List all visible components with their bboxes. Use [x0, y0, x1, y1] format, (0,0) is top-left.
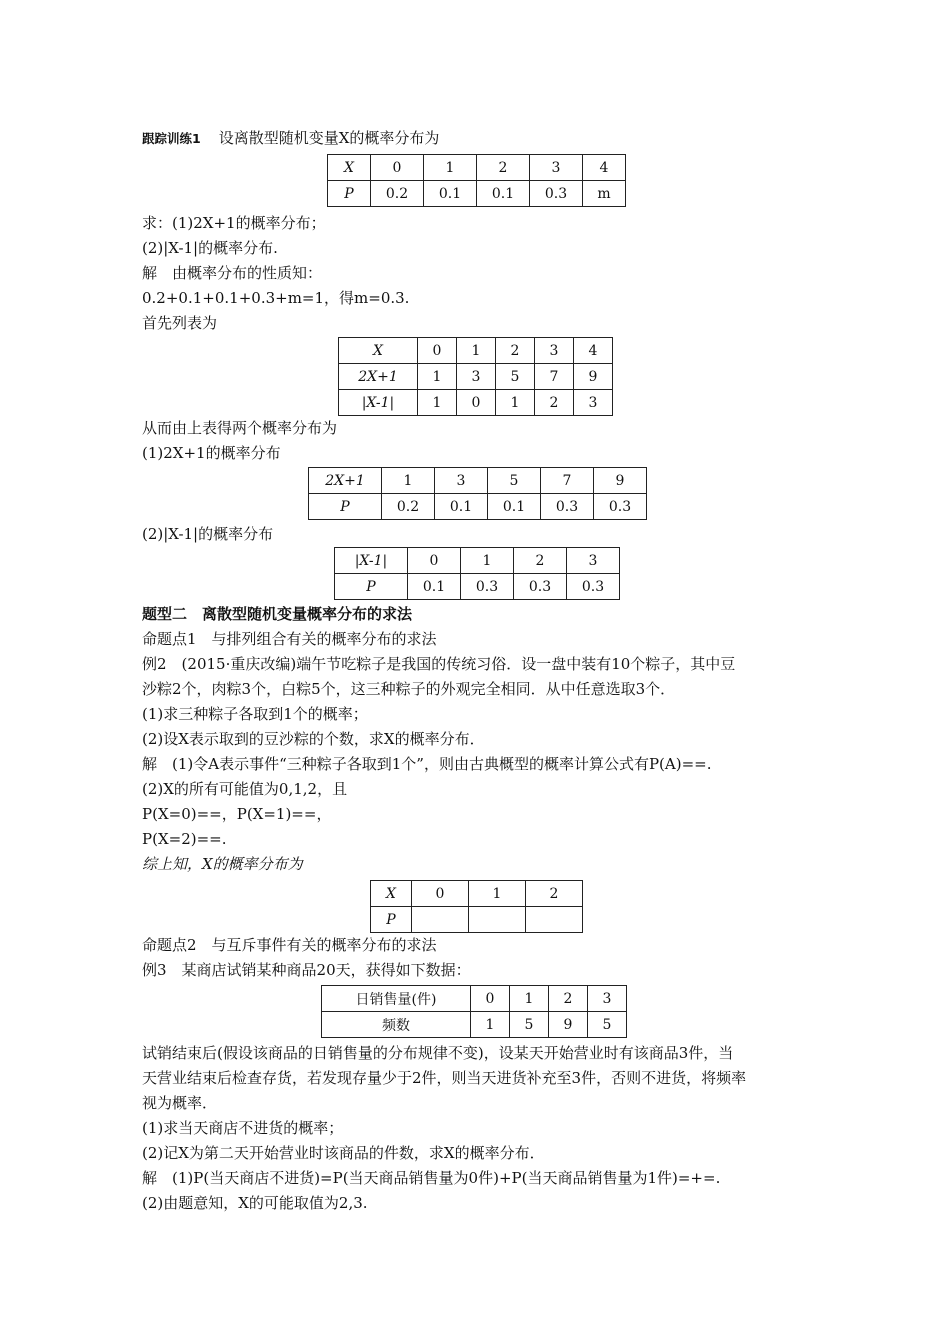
example3-line3: 天营业结束后检查存货，若发现存量少于2件，则当天进货补充至3件，否则不进货，将频率: [142, 1069, 747, 1087]
table-cell: 2: [526, 881, 583, 907]
example2-summary: 综上知，X的概率分布为: [142, 855, 303, 873]
example2-solution4: P(X=2)==.: [142, 830, 227, 848]
combined-value-table: [338, 337, 613, 416]
table-cell: 2: [549, 986, 588, 1012]
table-cell: 9: [549, 1012, 588, 1038]
table-row: [309, 468, 647, 494]
table-cell: [469, 907, 526, 933]
table-cell: X: [328, 155, 371, 181]
question-2: (2)|X-1|的概率分布.: [142, 239, 278, 257]
table-cell: 0.1: [488, 494, 541, 520]
solution-equation: 0.2+0.1+0.1+0.3+m=1，得m=0.3.: [142, 289, 410, 307]
table-cell: 1: [471, 1012, 510, 1038]
example3-question2: (2)记X为第二天开始营业时该商品的件数，求X的概率分布．: [142, 1144, 545, 1162]
table-row: [322, 986, 627, 1012]
example2-line1: 例2 (2015·重庆改编)端午节吃粽子是我国的传统习俗．设一盘中装有10个粽子，其中豆: [142, 655, 736, 673]
table-cell: 2: [535, 390, 574, 416]
table-cell: 1: [457, 338, 496, 364]
table-cell: 7: [541, 468, 594, 494]
table-cell: 0.1: [477, 181, 530, 207]
table-cell: 1: [424, 155, 477, 181]
example2-question1: (1)求三种粽子各取到1个的概率；: [142, 705, 368, 723]
part2-label: (2)|X-1|的概率分布: [142, 525, 274, 543]
table-cell: P: [371, 907, 412, 933]
table-cell: P: [335, 574, 408, 600]
table-row: [322, 1012, 627, 1038]
solution-intro: 解 由概率分布的性质知：: [142, 264, 323, 282]
table-cell: [526, 907, 583, 933]
table-cell: 0.2: [371, 181, 424, 207]
table-cell: 1: [461, 548, 514, 574]
table-cell: P: [309, 494, 382, 520]
table-cell: 1: [418, 364, 457, 390]
table-cell: 0.1: [424, 181, 477, 207]
distribution-table-x: [327, 154, 626, 207]
example3-line1: 例3 某商店试销某种商品20天，获得如下数据：: [142, 961, 471, 979]
part1-label: (1)2X+1的概率分布: [142, 444, 281, 462]
table-cell: 9: [594, 468, 647, 494]
example2-solution3: P(X=0)==，P(X=1)==，: [142, 805, 332, 823]
table-cell: 1: [510, 986, 549, 1012]
table-cell: 0: [371, 155, 424, 181]
table-cell: 0.3: [567, 574, 620, 600]
table-cell: |X-1|: [335, 548, 408, 574]
sales-frequency-table: [321, 985, 627, 1038]
exercise-intro: 设离散型随机变量X的概率分布为: [218, 129, 440, 147]
table-cell: 0: [457, 390, 496, 416]
table-row: [309, 494, 647, 520]
table-cell: [412, 907, 469, 933]
table-cell: 频数: [322, 1012, 471, 1038]
table-row: [328, 155, 626, 181]
table-cell: 0.3: [541, 494, 594, 520]
table-cell: 1: [382, 468, 435, 494]
example2-solution1: 解 (1)令A表示事件“三种粽子各取到1个”，则由古典概型的概率计算公式有P(A)==.: [142, 755, 712, 773]
topic-point-2: 命题点2 与互斥事件有关的概率分布的求法: [142, 936, 437, 954]
distribution-table-absx1: [334, 547, 620, 600]
table-cell: 3: [530, 155, 583, 181]
list-intro: 首先列表为: [142, 314, 218, 332]
table-cell: 0.3: [530, 181, 583, 207]
table-cell: 0.3: [594, 494, 647, 520]
exercise-heading-line: [142, 128, 439, 149]
table-cell: 2X+1: [339, 364, 418, 390]
section-title: 题型二 离散型随机变量概率分布的求法: [142, 605, 413, 623]
example3-solution2: (2)由题意知，X的可能取值为2,3.: [142, 1194, 368, 1212]
table-cell: 2: [496, 338, 535, 364]
table-cell: 日销售量(件): [322, 986, 471, 1012]
table-cell: 3: [574, 390, 613, 416]
table-cell: X: [371, 881, 412, 907]
table-row: [339, 364, 613, 390]
example3-solution1: 解 (1)P(当天商店不进货)=P(当天商品销售量为0件)+P(当天商品销售量为1件)=+=.: [142, 1169, 721, 1187]
example2-solution2: (2)X的所有可能值为0,1,2，且: [142, 780, 348, 798]
topic-point-1: 命题点1 与排列组合有关的概率分布的求法: [142, 630, 437, 648]
example3-question1: (1)求当天商店不进货的概率；: [142, 1119, 344, 1137]
question-1: 求：(1)2X+1的概率分布；: [142, 214, 326, 232]
table-cell: 0: [471, 986, 510, 1012]
table-cell: 0.1: [435, 494, 488, 520]
table-cell: 2: [514, 548, 567, 574]
table-cell: 0: [418, 338, 457, 364]
table-cell: 3: [567, 548, 620, 574]
table-row: [335, 548, 620, 574]
table-cell: 5: [488, 468, 541, 494]
exercise-label: 跟踪训练1: [142, 131, 201, 146]
example2-question2: (2)设X表示取到的豆沙粽的个数，求X的概率分布．: [142, 730, 485, 748]
table-row: [371, 881, 583, 907]
table-row: [339, 390, 613, 416]
table-cell: 3: [588, 986, 627, 1012]
table-cell: 5: [510, 1012, 549, 1038]
table-cell: 4: [574, 338, 613, 364]
table-cell: 2: [477, 155, 530, 181]
table-cell: 0.2: [382, 494, 435, 520]
table-cell: 3: [457, 364, 496, 390]
table-cell: 9: [574, 364, 613, 390]
table-cell: 3: [435, 468, 488, 494]
table-row: [335, 574, 620, 600]
table-row: [328, 181, 626, 207]
table-cell: 5: [588, 1012, 627, 1038]
table-cell: 2X+1: [309, 468, 382, 494]
table-cell: X: [339, 338, 418, 364]
example3-line4: 视为概率．: [142, 1094, 218, 1112]
table-cell: |X-1|: [339, 390, 418, 416]
distribution-table-example2: [370, 880, 583, 933]
table-row: [371, 907, 583, 933]
table-cell: 0.3: [514, 574, 567, 600]
example2-line2: 沙粽2个，肉粽3个，白粽5个，这三种粽子的外观完全相同．从中任意选取3个．: [142, 680, 676, 698]
table-row: [339, 338, 613, 364]
table-cell: m: [583, 181, 626, 207]
distribution-table-2x1: [308, 467, 647, 520]
table-cell: 0: [412, 881, 469, 907]
table-cell: 5: [496, 364, 535, 390]
example3-line2: 试销结束后(假设该商品的日销售量的分布规律不变)，设某天开始营业时有该商品3件，当: [142, 1044, 734, 1062]
table-cell: 0.3: [461, 574, 514, 600]
table-cell: 4: [583, 155, 626, 181]
table-cell: 7: [535, 364, 574, 390]
table-cell: 3: [535, 338, 574, 364]
conclusion-line: 从而由上表得两个概率分布为: [142, 419, 338, 437]
table-cell: 0.1: [408, 574, 461, 600]
table-cell: 1: [418, 390, 457, 416]
table-cell: P: [328, 181, 371, 207]
table-cell: 1: [496, 390, 535, 416]
table-cell: 0: [408, 548, 461, 574]
table-cell: 1: [469, 881, 526, 907]
